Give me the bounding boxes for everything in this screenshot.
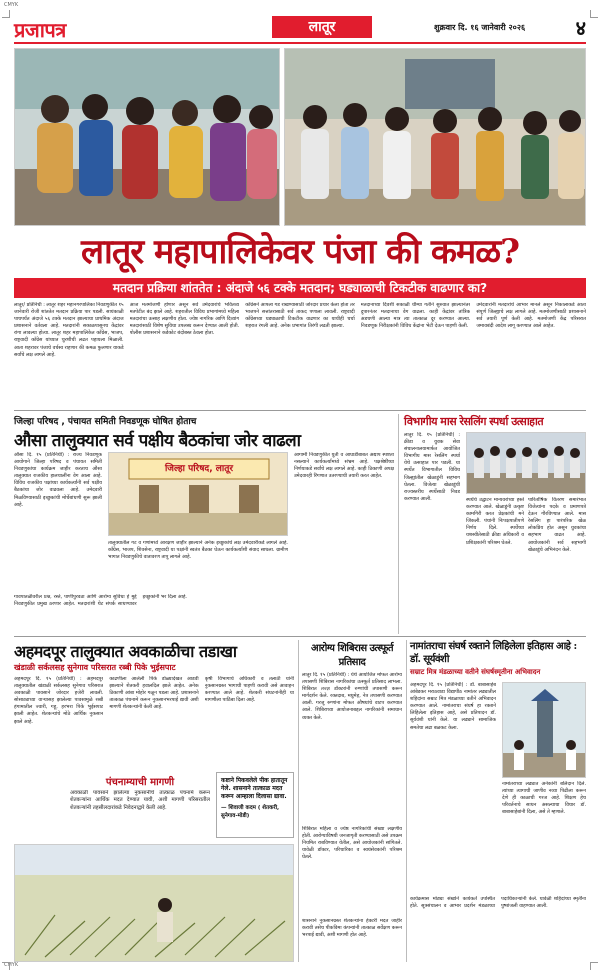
lead-column: आज मतमोजणी होणार असून सर्व उमेदवारांचे भवितव्य मतपेटीत बंद झाले आहे. शहरातील विविध प्रभागांमध्ये महिला मतदारांचा उत्साह लक्षणीय होता. ज्येष्ठ नागरिक आणि दिव्यांग मतदारांसाठी विशेष सुविधा उपलब्ध करून देण्यात आली होती. पोलीस प्रशासनाने कडेकोट बंदोबस्त ठेवला होता. [129,302,240,337]
wrestling-article-body [404,432,586,632]
column-divider [406,640,407,962]
lead-column: उमेदवारांनी मतदारांचे आभार मानले असून निकालाकडे आता संपूर्ण जिल्ह्याचे लक्ष लागले आहे. मतमोजणीसाठी प्रशासनाने सर्व तयारी पूर्ण केली आहे. मतमोजणी केंद्र परिसरात जमावबंदी आदेश लागू करण्यात आले आहेत. [476,302,586,330]
namantar-article-body [410,682,586,892]
crop-mark [590,10,598,18]
ahmedpur-dek: खंडाळी सर्कलसह सुनेगाव परिसरात रब्बी पिके भुईसपाट [14,663,176,672]
zp-column: तालुक्यातील गट व गणांमध्ये आरक्षण जाहीर झाल्याने अनेक इच्छुकांचे लक्ष उमेदवारीकडे लागले आहे. काँग्रेस, भाजप, शिवसेना, राष्ट्रवादी या पक्षांनी स्वतंत्र बैठका घेऊन कार्यकर्त्यांशी संवाद साधला. ग्रामीण भागात निवडणुकीचे वातावरण तापू लागले आहे. [108,540,288,561]
ahmedpur-column: शासनाने नुकसानग्रस्त शेतकऱ्यांना हेक्टरी मदत जाहीर करावी तसेच पीकविमा कंपन्यांनी तात्काळ सर्वेक्षण करून भरपाई द्यावी, अशी मागणी होत आहे. [302,918,402,939]
wrestling-group-photo [466,432,586,494]
namantar-headline: नामांतराचा संघर्ष रक्ताने लिहिलेला इतिहास आहे : डॉ. सूर्यवंशी [410,641,577,665]
issue-date: शुक्रवार दि. १६ जानेवारी २०२६ [434,23,526,32]
lead-article-body [14,302,586,406]
lead-subhead-banner: मतदान प्रक्रिया शांततेत : अंदाजे ५६ टक्के मतदान; घड्याळाची टिकटीक वाढणार का? [14,278,586,298]
panchnama-box-text: अवकाळी पावसाने झालेल्या नुकसानीचे तात्काळ पंचनामे करून शेतकऱ्यांना आर्थिक मदत देण्यात यावी, अशी मागणी परिसरातील शेतकऱ्यांनी तहसीलदारांकडे निवेदनाद्वारे केली आहे. [70,790,210,811]
masthead-rule [14,42,586,44]
zp-office-photo [108,452,288,536]
namantar-column: अहमदपूर दि. १५ (प्रतिनिधी) : डॉ. बाबासाहेब आंबेडकर मराठवाडा विद्यापीठ नामांतर लढ्यातील शहिदांना सम्राट मित्र मंडळाच्या वतीने अभिवादन करण्यात आले. नामांतराचा संघर्ष हा रक्ताने लिहिलेला इतिहास आहे, असे प्रतिपादन डॉ. सूर्यवंशी यांनी केले. या लढ्याने सामाजिक समतेचा लढा बळकट केला. [410,682,496,731]
panchnama-box-head: पंचनाम्याची मागणी [105,777,175,788]
lead-column: लातूर/ प्रतिनिधी : लातूर शहर महानगरपालिका निवडणुकीत १५ जानेवारी रोजी शांततेत मतदान प्रक्रिया पार पडली. सायंकाळी पाचपर्यंत अंदाजे ५६ टक्के मतदान झाल्याचा प्राथमिक अंदाज प्रशासनाने वर्तवला आहे. मतदारांनी सकाळपासूनच केंद्रांवर रांगा लावल्या होत्या. लातूर शहर महापालिकेत काँग्रेस, भाजप, राष्ट्रवादी काँग्रेस यांच्यात चुरशीची लढत पहायला मिळाली. आता शहरावर पंजाचे वर्चस्व राहणार की कमळ फुलणार याकडे सर्वांचे लक्ष लागले आहे. [14,302,124,358]
zp-column: आगामी निवडणुकीत युती व आघाडीबाबत अद्याप स्पष्टता नसल्याने कार्यकर्त्यांमध्ये संभ्रम आहे. पक्षश्रेष्ठींच्या निर्णयाकडे सर्वांचे लक्ष लागले आहे. काही ठिकाणी अपक्ष उमेदवारही रिंगणात उतरण्याची तयारी करत आहेत. [294,452,394,480]
namantar-dek: सम्राट मित्र मंडळाच्या वतीने संघर्षस्मृतीना अभिवादन [410,668,541,676]
lead-headline: लातूर महापालिकेवर पंजा की कमळ? [80,232,520,272]
lead-photo-polling-queue [284,48,586,226]
cmyk-mark-top: CMYK [4,2,19,8]
newspaper-logo: प्रजापत्र [14,18,66,42]
column-divider [398,414,399,634]
column-divider [298,640,299,962]
namantar-column: नामांतराच्या लढ्यात अनेकांनी बलिदान दिले. त्यांच्या त्यागाची जाणीव नव्या पिढीला करून देणे ही काळाची गरज आहे. शिक्षण हेच परिवर्तनाचे साधन असल्याचा विचार डॉ. बाबासाहेबांनी दिला, असे ते म्हणाले. [502,781,586,816]
page-number: ४ [575,16,586,40]
ahmedpur-headline: अहमदपूर तालुक्यात अवकाळीचा तडाखा [14,642,237,661]
lead-photo-voters [14,48,280,226]
crop-mark [590,962,598,970]
zp-headline: औसा तालुक्यात सर्व पक्षीय बैठकांचा जोर वाढला [14,431,301,451]
health-headline: आरोग्य शिबिरास उत्स्फूर्त प्रतिसाद [310,643,394,668]
namantar-column: कार्यक्रमास मोठ्या संख्येने कार्यकर्ते उपस्थित होते. सूत्रसंचालन व आभार प्रदर्शन मंडळाच्या पदाधिकाऱ्यांनी केले. यावेळी शहिदांच्या स्मृतींना पुष्पांजली वाहण्यात आली. [410,896,586,910]
farmer-quote-box [216,772,294,838]
lead-column: मतदानाच्या दिवशी सकाळी धीम्या गतीने सुरुवात झाल्यानंतर दुपारनंतर मतदानाचा वेग वाढला. काही केंद्रांवर तांत्रिक अडचणी आल्या मात्र त्या तात्काळ दूर करण्यात आल्या. निवडणूक निरीक्षकांनी विविध केंद्रांना भेटी देऊन पाहणी केली. [360,302,471,330]
section-divider [14,410,586,411]
wrestling-column: स्पर्धेचे उद्घाटन मान्यवरांच्या हस्ते करण्यात आले. खेळाडूंनी उत्कृष्ट कामगिरी करत प्रेक्षकांची मने जिंकली. पंचांनी निःपक्षपातीपणे निर्णय दिले. स्पर्धेच्या यशस्वीतेसाठी क्रीडा अधिकारी व प्रशिक्षकांनी परिश्रम घेतले. [466,497,524,546]
farmer-quote-text: कष्टाने पिकवलेले पीक हातातून गेले. शासनाने तात्काळ मदत करून आम्हाला दिलासा द्यावा. [221,777,288,800]
lead-column: काँग्रेसने आपला गड राखण्यासाठी जोरदार प्रचार केला होता तर भाजपने सत्तांतरासाठी सर्व ताकद पणाला लावली. राष्ट्रवादी काँग्रेसच्या घड्याळाची टिकटीक वाढणार का याचीही चर्चा शहरात रंगली आहे. अनेक प्रभागांत तिरंगी लढती झाल्या. [245,302,355,330]
wrestling-column: लातूर दि. १५ (प्रतिनिधी) : क्रीडा व युवक सेवा संचालनालयामार्फत आयोजित विभागीय मास रेसलिंग स्पर्धा येथे उत्साहात पार पडली. या स्पर्धेत विभागातील विविध जिल्ह्यांतील खेळाडूंनी सहभाग घेतला. विजेत्या खेळाडूंची राज्यस्तरीय स्पर्धेसाठी निवड करण्यात आली. [404,432,460,502]
cmyk-mark-bottom: CMYK [4,962,19,968]
namantar-event-photo [502,682,586,778]
ahmedpur-column: कृषी विभागाचे अधिकारी व तलाठी यांनी नुकसानग्रस्त भागाची पाहणी करावी असे आवाहन करण्यात आले आहे. शेतकरी संघटनांनीही या मागणीला पाठिंबा दिला आहे. [204,676,294,704]
section-divider [14,636,586,637]
masthead [14,16,586,42]
crop-mark [2,10,10,18]
ahmedpur-column: अहमदपूर दि. १५ (प्रतिनिधी) : अहमदपूर तालुक्यातील खंडाळी सर्कलसह सुनेगाव परिसरात अवकाळी पावसाने जोरदार हजेरी लावली. सोसाट्याच्या वाऱ्यासह झालेल्या पावसामुळे रब्बी हंगामातील ज्वारी, गहू, हरभरा पिके भुईसपाट झाली आहेत. शेतकऱ्यांचे मोठे आर्थिक नुकसान झाले आहे. [14,676,104,725]
farmer-quote-byline: — शिवाजी कदम ( शेतकरी, सुनेगाव-मोडी) [221,805,280,819]
zp-office-sign: जिल्हा परिषद, लातूर [164,464,234,474]
crop-mark [2,962,10,970]
wrestling-headline: विभागीय मास रेसलिंग स्पर्धा उत्साहात [404,415,544,428]
zp-column: औसा दि. १५ (प्रतिनिधी) : राज्य निवडणूक आयोगाने जिल्हा परिषद व पंचायत समिती निवडणुकांचा कार्यक्रम जाहीर करताच औसा तालुक्यात राजकीय हालचालींना वेग आला आहे. विविध राजकीय पक्षांच्या कार्यकर्त्यांनी सर्व पक्षीय बैठकांचा जोर वाढवला आहे. उमेदवारी मिळविण्यासाठी इच्छुकांची मोर्चेबांधणी सुरू झाली आहे. [14,452,102,508]
city-edition-tab: लातूर [272,16,372,38]
crop-damage-photo [14,844,294,962]
wrestling-column: पारितोषिक वितरण समारंभात विजेत्यांना पदके व प्रमाणपत्रे देऊन गौरविण्यात आले. मास रेसलिंग हा पारंपरिक खेळ लोकप्रिय होत असून युवकांचा सहभाग वाढत आहे. आयोजकांनी सर्व सहभागी खेळाडूंचे अभिनंदन केले. [528,497,586,553]
health-column: शिबिरात महिला व ज्येष्ठ नागरिकांची संख्या लक्षणीय होती. आरोग्याविषयी जनजागृती करण्यासाठी असे उपक्रम नियमित राबविण्यात येतील, असे आयोजकांनी सांगितले. यावेळी डॉक्टर, परिचारिका व स्वयंसेवकांनी परिश्रम घेतले. [302,826,402,861]
zp-column: गावपातळीवरील प्रश्न, रस्ते, पाणीपुरवठा आणि आरोग्य सुविधा हे मुद्दे निवडणुकीत प्रमुख ठरणार आहेत. मतदारांशी थेट संपर्क साधण्यावर इच्छुकांनी भर दिला आहे. [14,594,187,608]
health-column: लातूर दि. १५ (प्रतिनिधी) : येथे आयोजित मोफत आरोग्य तपासणी शिबिरास नागरिकांचा उत्स्फूर्त प्रतिसाद लाभला. शिबिरात तज्ज्ञ डॉक्टरांनी रुग्णांची तपासणी करून मार्गदर्शन केले. रक्तदाब, मधुमेह, नेत्र तपासणी करण्यात आली. गरजू रुग्णांना मोफत औषधांचे वाटप करण्यात आले. शिबिराच्या आयोजनाबद्दल नागरिकांनी समाधान व्यक्त केले. [302,672,402,721]
zp-article-body [14,452,394,592]
ahmedpur-article-body [14,676,294,766]
zp-kicker: जिल्हा परिषद , पंचायत समिती निवडणूक घोषित होताच [14,417,197,427]
ahmedpur-column: काढणीला आलेली पिके डोळ्यादेखत आडवी झाल्याने शेतकरी हवालदिल झाले आहेत. अनेक ठिकाणी आंबा मोहोर गळून पडला आहे. प्रशासनाने तात्काळ पंचनामे करून नुकसानभरपाई द्यावी अशी मागणी शेतकऱ्यांनी केली आहे. [109,676,199,711]
